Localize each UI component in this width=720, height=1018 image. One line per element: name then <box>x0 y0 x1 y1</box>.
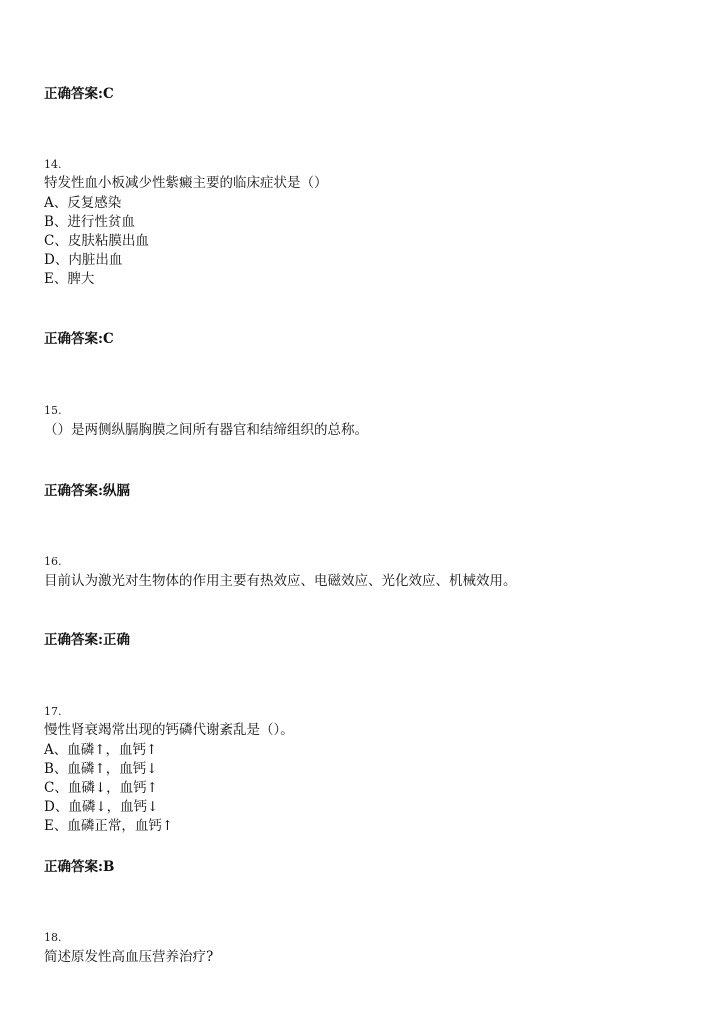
question-14-option-a: A、反复感染 <box>44 195 122 211</box>
question-17-stem: 慢性肾衰竭常出现的钙磷代谢紊乱是（）。 <box>44 722 294 738</box>
question-15-stem: （）是两侧纵膈胸膜之间所有器官和结缔组织的总称。 <box>44 422 368 438</box>
answer-14: 正确答案:C <box>44 331 114 347</box>
question-17-option-a: A、血磷↑，血钙↑ <box>44 742 158 758</box>
question-18-stem: 简述原发性高血压营养治疗? <box>44 949 214 965</box>
question-14-number: 14. <box>44 158 62 171</box>
answer-16: 正确答案:正确 <box>44 632 130 648</box>
answer-15: 正确答案:纵膈 <box>44 483 130 499</box>
question-17-option-b: B、血磷↑，血钙↓ <box>44 761 158 777</box>
question-17-option-e: E、血磷正常，血钙↑ <box>44 818 174 834</box>
question-14-option-c: C、皮肤粘膜出血 <box>44 233 149 249</box>
question-14-stem: 特发性血小板减少性紫癜主要的临床症状是（） <box>44 175 328 191</box>
question-14-option-b: B、进行性贫血 <box>44 214 135 230</box>
question-17-option-c: C、血磷↓，血钙↑ <box>44 780 158 796</box>
question-18-number: 18. <box>44 931 62 944</box>
answer-17: 正确答案:B <box>44 859 115 875</box>
question-15-number: 15. <box>44 404 62 417</box>
question-14-option-d: D、内脏出血 <box>44 252 123 268</box>
question-14-option-e: E、脾大 <box>44 271 95 287</box>
question-16-number: 16. <box>44 555 62 568</box>
question-17-number: 17. <box>44 705 62 718</box>
question-16-stem: 目前认为激光对生物体的作用主要有热效应、电磁效应、光化效应、机械效用。 <box>44 573 517 589</box>
question-17-option-d: D、血磷↓，血钙↓ <box>44 799 159 815</box>
answer-13: 正确答案:C <box>44 86 114 102</box>
